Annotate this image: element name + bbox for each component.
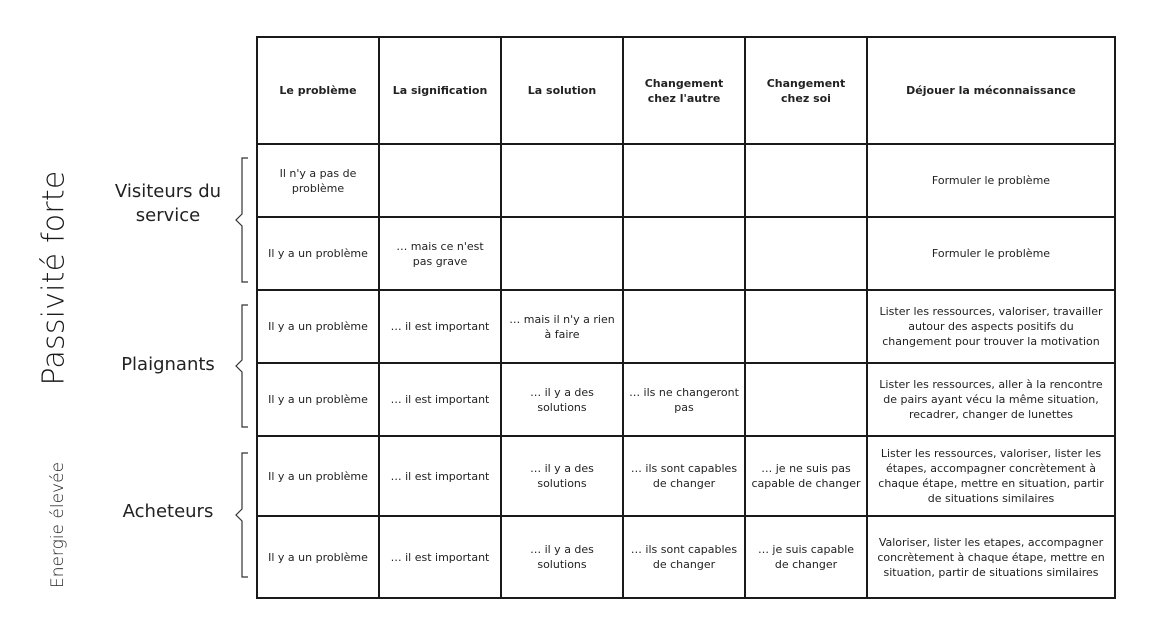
side-label-passivite-forte: Passivité forte [36,170,72,386]
mechanisms-table [256,36,1116,599]
header-dejouer: Déjouer la méconnaissance [867,37,1115,144]
table-cell: Il y a un problème [257,516,379,598]
table-cell: … ils ne changeront pas [623,363,745,436]
table-cell: Formuler le problème [867,144,1115,217]
side-label-energie-elevee: Energie élevée [48,461,68,589]
table-cell: Formuler le problème [867,217,1115,290]
table-cell [745,144,867,217]
table-cell: Valoriser, lister les etapes, accompagner concrètement à chaque étape, mettre en situation, partir de situations similaires [867,516,1115,598]
table-cell: Lister les ressources, valoriser, travailler autour des aspects positifs du changement pour trouver la motivation [867,290,1115,363]
brace-visiteurs [234,156,250,284]
header-signification: La signification [379,37,501,144]
table-cell: … il y a des solutions [501,363,623,436]
table-cell [623,290,745,363]
table-cell: Il y a un problème [257,436,379,516]
table-cell [501,144,623,217]
table-cell: … il y a des solutions [501,516,623,598]
table-cell [745,363,867,436]
table-row [257,144,1115,217]
table-row [257,363,1115,436]
table-cell: … il est important [379,363,501,436]
table-row [257,516,1115,598]
table-cell: … ils sont capables de changer [623,436,745,516]
table-row [257,290,1115,363]
header-changement-soi: Changement chez soi [745,37,867,144]
brace-plaignants [234,303,250,429]
group-label-plaignants: Plaignants [121,354,215,375]
table-cell [501,217,623,290]
header-row [257,37,1115,144]
table-cell: … il est important [379,516,501,598]
table-cell: Il y a un problème [257,217,379,290]
brace-acheteurs [234,451,250,579]
header-changement-autre: Changement chez l'autre [623,37,745,144]
header-solution: La solution [501,37,623,144]
header-probleme: Le problème [257,37,379,144]
table-cell: … mais il n'y a rien à faire [501,290,623,363]
group-label-visiteurs: Visiteurs du service [114,181,222,226]
table-cell [379,144,501,217]
table-cell [623,144,745,217]
table-cell [745,217,867,290]
group-label-acheteurs: Acheteurs [122,501,214,522]
table-cell: … je suis capable de changer [745,516,867,598]
table-row [257,436,1115,516]
table-row [257,217,1115,290]
table-cell: Il y a un problème [257,290,379,363]
table-cell: Lister les ressources, valoriser, lister les étapes, accompagner concrètement à chaque étape, mettre en situation, partir de situations similaires [867,436,1115,516]
table-cell: Il n'y a pas de problème [257,144,379,217]
table-cell: … ils sont capables de changer [623,516,745,598]
table-cell [745,290,867,363]
table-cell: … mais ce n'est pas grave [379,217,501,290]
table-cell: … je ne suis pas capable de changer [745,436,867,516]
table-cell: Lister les ressources, aller à la rencontre de pairs ayant vécu la même situation, recadrer, changer de lunettes [867,363,1115,436]
table-cell: Il y a un problème [257,363,379,436]
table-cell: … il est important [379,290,501,363]
table-cell [623,217,745,290]
table-cell: … il y a des solutions [501,436,623,516]
table-cell: … il est important [379,436,501,516]
